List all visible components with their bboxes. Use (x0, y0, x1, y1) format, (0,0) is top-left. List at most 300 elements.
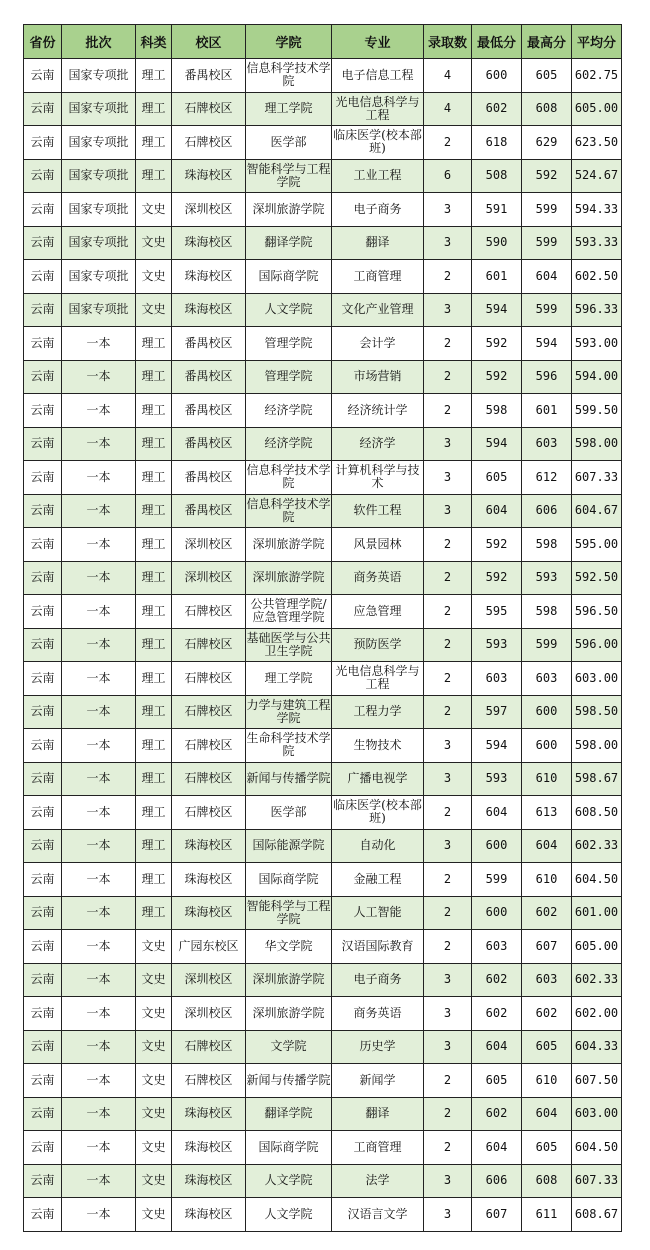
cell-province: 云南 (24, 1164, 62, 1198)
cell-subject-type: 理工 (136, 494, 172, 528)
cell-campus: 番禺校区 (172, 461, 246, 495)
cell-college: 新闻与传播学院 (246, 762, 332, 796)
cell-avg-score: 604.67 (572, 494, 622, 528)
cell-campus: 石牌校区 (172, 796, 246, 830)
cell-min-score: 602 (472, 963, 522, 997)
cell-batch: 一本 (62, 863, 136, 897)
cell-admitted-count: 3 (424, 1030, 472, 1064)
cell-campus: 深圳校区 (172, 528, 246, 562)
cell-batch: 国家专项批 (62, 226, 136, 260)
cell-admitted-count: 3 (424, 494, 472, 528)
cell-college: 华文学院 (246, 930, 332, 964)
cell-college: 信息科学技术学院 (246, 461, 332, 495)
cell-major: 光电信息科学与工程 (332, 662, 424, 696)
cell-avg-score: 599.50 (572, 394, 622, 428)
cell-college: 生命科学技术学院 (246, 729, 332, 763)
cell-avg-score: 598.50 (572, 695, 622, 729)
cell-max-score: 594 (522, 327, 572, 361)
cell-avg-score: 607.50 (572, 1064, 622, 1098)
cell-province: 云南 (24, 427, 62, 461)
cell-admitted-count: 2 (424, 528, 472, 562)
cell-max-score: 601 (522, 394, 572, 428)
cell-max-score: 592 (522, 159, 572, 193)
cell-province: 云南 (24, 1064, 62, 1098)
cell-max-score: 605 (522, 1131, 572, 1165)
table-row (24, 193, 622, 227)
table-row (24, 829, 622, 863)
cell-batch: 一本 (62, 461, 136, 495)
cell-avg-score: 602.50 (572, 260, 622, 294)
table-row (24, 494, 622, 528)
cell-campus: 石牌校区 (172, 1030, 246, 1064)
cell-admitted-count: 3 (424, 1198, 472, 1232)
cell-max-score: 596 (522, 360, 572, 394)
cell-avg-score: 605.00 (572, 930, 622, 964)
cell-admitted-count: 2 (424, 595, 472, 629)
cell-batch: 国家专项批 (62, 159, 136, 193)
header-admitted-count: 录取数 (424, 25, 472, 59)
cell-subject-type: 文史 (136, 1097, 172, 1131)
cell-admitted-count: 2 (424, 695, 472, 729)
cell-major: 商务英语 (332, 997, 424, 1031)
table-row (24, 595, 622, 629)
cell-avg-score: 607.33 (572, 461, 622, 495)
cell-campus: 番禺校区 (172, 360, 246, 394)
cell-college: 国际商学院 (246, 260, 332, 294)
cell-admitted-count: 2 (424, 628, 472, 662)
cell-max-score: 604 (522, 1097, 572, 1131)
cell-min-score: 601 (472, 260, 522, 294)
cell-college: 经济学院 (246, 394, 332, 428)
cell-major: 广播电视学 (332, 762, 424, 796)
table-row (24, 427, 622, 461)
cell-subject-type: 文史 (136, 226, 172, 260)
cell-batch: 一本 (62, 997, 136, 1031)
cell-max-score: 606 (522, 494, 572, 528)
cell-province: 云南 (24, 1131, 62, 1165)
cell-campus: 番禺校区 (172, 327, 246, 361)
admission-table-container (23, 24, 622, 1232)
cell-province: 云南 (24, 896, 62, 930)
header-avg-score: 平均分 (572, 25, 622, 59)
cell-subject-type: 文史 (136, 997, 172, 1031)
table-row (24, 92, 622, 126)
cell-min-score: 604 (472, 796, 522, 830)
cell-province: 云南 (24, 796, 62, 830)
table-row (24, 360, 622, 394)
cell-min-score: 602 (472, 997, 522, 1031)
cell-college: 理工学院 (246, 92, 332, 126)
cell-campus: 石牌校区 (172, 695, 246, 729)
table-row (24, 930, 622, 964)
table-row (24, 863, 622, 897)
cell-batch: 一本 (62, 896, 136, 930)
cell-min-score: 593 (472, 762, 522, 796)
header-province: 省份 (24, 25, 62, 59)
header-subject-type: 科类 (136, 25, 172, 59)
table-row (24, 997, 622, 1031)
cell-batch: 一本 (62, 394, 136, 428)
cell-major: 经济统计学 (332, 394, 424, 428)
cell-min-score: 598 (472, 394, 522, 428)
cell-college: 深圳旅游学院 (246, 561, 332, 595)
cell-major: 电子商务 (332, 963, 424, 997)
cell-avg-score: 595.00 (572, 528, 622, 562)
cell-avg-score: 602.33 (572, 963, 622, 997)
cell-campus: 石牌校区 (172, 762, 246, 796)
table-body (24, 59, 622, 1232)
cell-min-score: 594 (472, 729, 522, 763)
cell-major: 软件工程 (332, 494, 424, 528)
cell-admitted-count: 2 (424, 896, 472, 930)
cell-province: 云南 (24, 595, 62, 629)
cell-avg-score: 601.00 (572, 896, 622, 930)
cell-college: 人文学院 (246, 293, 332, 327)
cell-avg-score: 596.33 (572, 293, 622, 327)
cell-max-score: 598 (522, 528, 572, 562)
cell-campus: 石牌校区 (172, 729, 246, 763)
cell-province: 云南 (24, 997, 62, 1031)
cell-max-score: 599 (522, 193, 572, 227)
cell-campus: 珠海校区 (172, 226, 246, 260)
cell-avg-score: 602.33 (572, 829, 622, 863)
cell-avg-score: 594.33 (572, 193, 622, 227)
cell-batch: 一本 (62, 829, 136, 863)
cell-subject-type: 文史 (136, 930, 172, 964)
cell-admitted-count: 2 (424, 662, 472, 696)
cell-major: 光电信息科学与工程 (332, 92, 424, 126)
cell-batch: 一本 (62, 360, 136, 394)
cell-admitted-count: 2 (424, 360, 472, 394)
cell-province: 云南 (24, 293, 62, 327)
cell-subject-type: 理工 (136, 159, 172, 193)
cell-campus: 珠海校区 (172, 1097, 246, 1131)
cell-major: 自动化 (332, 829, 424, 863)
cell-batch: 一本 (62, 327, 136, 361)
cell-college: 基础医学与公共卫生学院 (246, 628, 332, 662)
cell-min-score: 592 (472, 561, 522, 595)
cell-major: 经济学 (332, 427, 424, 461)
cell-batch: 一本 (62, 561, 136, 595)
cell-avg-score: 603.00 (572, 1097, 622, 1131)
cell-province: 云南 (24, 729, 62, 763)
cell-college: 经济学院 (246, 427, 332, 461)
cell-subject-type: 理工 (136, 394, 172, 428)
cell-max-score: 603 (522, 662, 572, 696)
cell-min-score: 603 (472, 662, 522, 696)
cell-batch: 一本 (62, 1064, 136, 1098)
cell-major: 会计学 (332, 327, 424, 361)
cell-college: 人文学院 (246, 1198, 332, 1232)
table-row (24, 226, 622, 260)
cell-max-score: 593 (522, 561, 572, 595)
cell-max-score: 602 (522, 896, 572, 930)
cell-batch: 一本 (62, 729, 136, 763)
cell-subject-type: 理工 (136, 762, 172, 796)
cell-major: 工商管理 (332, 1131, 424, 1165)
table-row (24, 796, 622, 830)
cell-min-score: 602 (472, 1097, 522, 1131)
cell-province: 云南 (24, 92, 62, 126)
cell-subject-type: 理工 (136, 92, 172, 126)
cell-college: 深圳旅游学院 (246, 963, 332, 997)
cell-major: 市场营销 (332, 360, 424, 394)
cell-major: 法学 (332, 1164, 424, 1198)
cell-college: 人文学院 (246, 1164, 332, 1198)
table-row (24, 762, 622, 796)
cell-avg-score: 607.33 (572, 1164, 622, 1198)
cell-province: 云南 (24, 461, 62, 495)
cell-province: 云南 (24, 930, 62, 964)
cell-campus: 石牌校区 (172, 1064, 246, 1098)
cell-admitted-count: 2 (424, 930, 472, 964)
cell-province: 云南 (24, 561, 62, 595)
table-row (24, 561, 622, 595)
cell-max-score: 613 (522, 796, 572, 830)
cell-province: 云南 (24, 394, 62, 428)
table-row (24, 327, 622, 361)
cell-max-score: 600 (522, 695, 572, 729)
cell-campus: 番禺校区 (172, 59, 246, 93)
cell-college: 公共管理学院/应急管理学院 (246, 595, 332, 629)
cell-province: 云南 (24, 193, 62, 227)
cell-max-score: 599 (522, 293, 572, 327)
cell-admitted-count: 2 (424, 561, 472, 595)
cell-campus: 石牌校区 (172, 92, 246, 126)
cell-max-score: 612 (522, 461, 572, 495)
cell-province: 云南 (24, 327, 62, 361)
cell-province: 云南 (24, 126, 62, 160)
table-row (24, 260, 622, 294)
cell-subject-type: 理工 (136, 528, 172, 562)
cell-major: 工业工程 (332, 159, 424, 193)
cell-major: 应急管理 (332, 595, 424, 629)
cell-batch: 一本 (62, 1198, 136, 1232)
cell-campus: 番禺校区 (172, 427, 246, 461)
cell-admitted-count: 6 (424, 159, 472, 193)
cell-subject-type: 理工 (136, 461, 172, 495)
cell-major: 文化产业管理 (332, 293, 424, 327)
cell-major: 翻译 (332, 226, 424, 260)
cell-province: 云南 (24, 863, 62, 897)
cell-avg-score: 608.50 (572, 796, 622, 830)
cell-major: 计算机科学与技术 (332, 461, 424, 495)
cell-campus: 石牌校区 (172, 126, 246, 160)
cell-subject-type: 理工 (136, 662, 172, 696)
cell-avg-score: 605.00 (572, 92, 622, 126)
cell-avg-score: 598.00 (572, 729, 622, 763)
cell-max-score: 599 (522, 226, 572, 260)
header-major: 专业 (332, 25, 424, 59)
cell-province: 云南 (24, 762, 62, 796)
cell-subject-type: 理工 (136, 729, 172, 763)
cell-batch: 国家专项批 (62, 193, 136, 227)
cell-avg-score: 594.00 (572, 360, 622, 394)
cell-major: 预防医学 (332, 628, 424, 662)
cell-min-score: 592 (472, 360, 522, 394)
cell-max-score: 603 (522, 427, 572, 461)
cell-admitted-count: 4 (424, 59, 472, 93)
cell-major: 汉语国际教育 (332, 930, 424, 964)
cell-max-score: 610 (522, 863, 572, 897)
cell-subject-type: 理工 (136, 829, 172, 863)
cell-avg-score: 602.00 (572, 997, 622, 1031)
cell-min-score: 606 (472, 1164, 522, 1198)
cell-admitted-count: 3 (424, 729, 472, 763)
cell-province: 云南 (24, 1198, 62, 1232)
cell-subject-type: 理工 (136, 796, 172, 830)
cell-campus: 番禺校区 (172, 394, 246, 428)
header-max-score: 最高分 (522, 25, 572, 59)
cell-batch: 一本 (62, 796, 136, 830)
cell-max-score: 600 (522, 729, 572, 763)
cell-batch: 一本 (62, 930, 136, 964)
cell-min-score: 604 (472, 494, 522, 528)
cell-college: 国际能源学院 (246, 829, 332, 863)
cell-batch: 一本 (62, 1097, 136, 1131)
cell-admitted-count: 2 (424, 394, 472, 428)
cell-min-score: 600 (472, 896, 522, 930)
cell-min-score: 618 (472, 126, 522, 160)
cell-admitted-count: 3 (424, 293, 472, 327)
cell-avg-score: 604.50 (572, 863, 622, 897)
cell-max-score: 610 (522, 762, 572, 796)
cell-admitted-count: 2 (424, 863, 472, 897)
table-row (24, 628, 622, 662)
cell-province: 云南 (24, 494, 62, 528)
cell-max-score: 610 (522, 1064, 572, 1098)
cell-max-score: 599 (522, 628, 572, 662)
header-min-score: 最低分 (472, 25, 522, 59)
cell-admitted-count: 3 (424, 427, 472, 461)
cell-min-score: 591 (472, 193, 522, 227)
cell-avg-score: 593.33 (572, 226, 622, 260)
cell-province: 云南 (24, 829, 62, 863)
cell-max-score: 629 (522, 126, 572, 160)
cell-batch: 一本 (62, 762, 136, 796)
table-row (24, 963, 622, 997)
cell-avg-score: 598.00 (572, 427, 622, 461)
cell-max-score: 602 (522, 997, 572, 1031)
cell-min-score: 594 (472, 427, 522, 461)
cell-campus: 深圳校区 (172, 963, 246, 997)
cell-admitted-count: 3 (424, 193, 472, 227)
cell-subject-type: 文史 (136, 1131, 172, 1165)
cell-avg-score: 623.50 (572, 126, 622, 160)
cell-major: 历史学 (332, 1030, 424, 1064)
cell-subject-type: 文史 (136, 1030, 172, 1064)
cell-college: 信息科学技术学院 (246, 494, 332, 528)
table-header-row (24, 25, 622, 59)
table-row (24, 1131, 622, 1165)
table-row (24, 1164, 622, 1198)
table-row (24, 662, 622, 696)
cell-batch: 一本 (62, 695, 136, 729)
cell-max-score: 604 (522, 829, 572, 863)
cell-campus: 珠海校区 (172, 896, 246, 930)
cell-min-score: 592 (472, 528, 522, 562)
cell-max-score: 605 (522, 1030, 572, 1064)
cell-campus: 石牌校区 (172, 595, 246, 629)
cell-admitted-count: 3 (424, 461, 472, 495)
cell-min-score: 508 (472, 159, 522, 193)
cell-batch: 国家专项批 (62, 59, 136, 93)
cell-province: 云南 (24, 1097, 62, 1131)
cell-batch: 一本 (62, 1030, 136, 1064)
cell-subject-type: 理工 (136, 59, 172, 93)
cell-admitted-count: 2 (424, 796, 472, 830)
cell-max-score: 598 (522, 595, 572, 629)
table-row (24, 1030, 622, 1064)
cell-province: 云南 (24, 963, 62, 997)
cell-admitted-count: 2 (424, 327, 472, 361)
cell-college: 医学部 (246, 796, 332, 830)
cell-subject-type: 理工 (136, 427, 172, 461)
cell-major: 电子商务 (332, 193, 424, 227)
cell-college: 国际商学院 (246, 1131, 332, 1165)
cell-max-score: 603 (522, 963, 572, 997)
cell-college: 智能科学与工程学院 (246, 159, 332, 193)
cell-batch: 国家专项批 (62, 293, 136, 327)
cell-major: 商务英语 (332, 561, 424, 595)
cell-college: 理工学院 (246, 662, 332, 696)
cell-college: 文学院 (246, 1030, 332, 1064)
cell-min-score: 604 (472, 1131, 522, 1165)
cell-admitted-count: 2 (424, 126, 472, 160)
header-campus: 校区 (172, 25, 246, 59)
cell-subject-type: 理工 (136, 126, 172, 160)
cell-province: 云南 (24, 695, 62, 729)
cell-batch: 一本 (62, 595, 136, 629)
cell-major: 电子信息工程 (332, 59, 424, 93)
cell-college: 管理学院 (246, 360, 332, 394)
cell-max-score: 604 (522, 260, 572, 294)
table-row (24, 293, 622, 327)
cell-min-score: 604 (472, 1030, 522, 1064)
cell-admitted-count: 3 (424, 963, 472, 997)
cell-province: 云南 (24, 360, 62, 394)
cell-college: 深圳旅游学院 (246, 193, 332, 227)
table-row (24, 1097, 622, 1131)
cell-campus: 珠海校区 (172, 829, 246, 863)
cell-batch: 一本 (62, 494, 136, 528)
cell-batch: 一本 (62, 427, 136, 461)
cell-admitted-count: 4 (424, 92, 472, 126)
cell-college: 深圳旅游学院 (246, 528, 332, 562)
cell-major: 人工智能 (332, 896, 424, 930)
cell-min-score: 597 (472, 695, 522, 729)
table-row (24, 1198, 622, 1232)
cell-max-score: 605 (522, 59, 572, 93)
cell-subject-type: 理工 (136, 595, 172, 629)
cell-batch: 国家专项批 (62, 126, 136, 160)
cell-province: 云南 (24, 59, 62, 93)
cell-min-score: 590 (472, 226, 522, 260)
cell-admitted-count: 3 (424, 226, 472, 260)
cell-major: 汉语言文学 (332, 1198, 424, 1232)
cell-avg-score: 604.33 (572, 1030, 622, 1064)
header-batch: 批次 (62, 25, 136, 59)
cell-province: 云南 (24, 1030, 62, 1064)
cell-major: 临床医学(校本部班) (332, 796, 424, 830)
cell-avg-score: 592.50 (572, 561, 622, 595)
cell-min-score: 603 (472, 930, 522, 964)
cell-major: 翻译 (332, 1097, 424, 1131)
cell-major: 生物技术 (332, 729, 424, 763)
cell-min-score: 600 (472, 59, 522, 93)
cell-college: 智能科学与工程学院 (246, 896, 332, 930)
table-row (24, 159, 622, 193)
